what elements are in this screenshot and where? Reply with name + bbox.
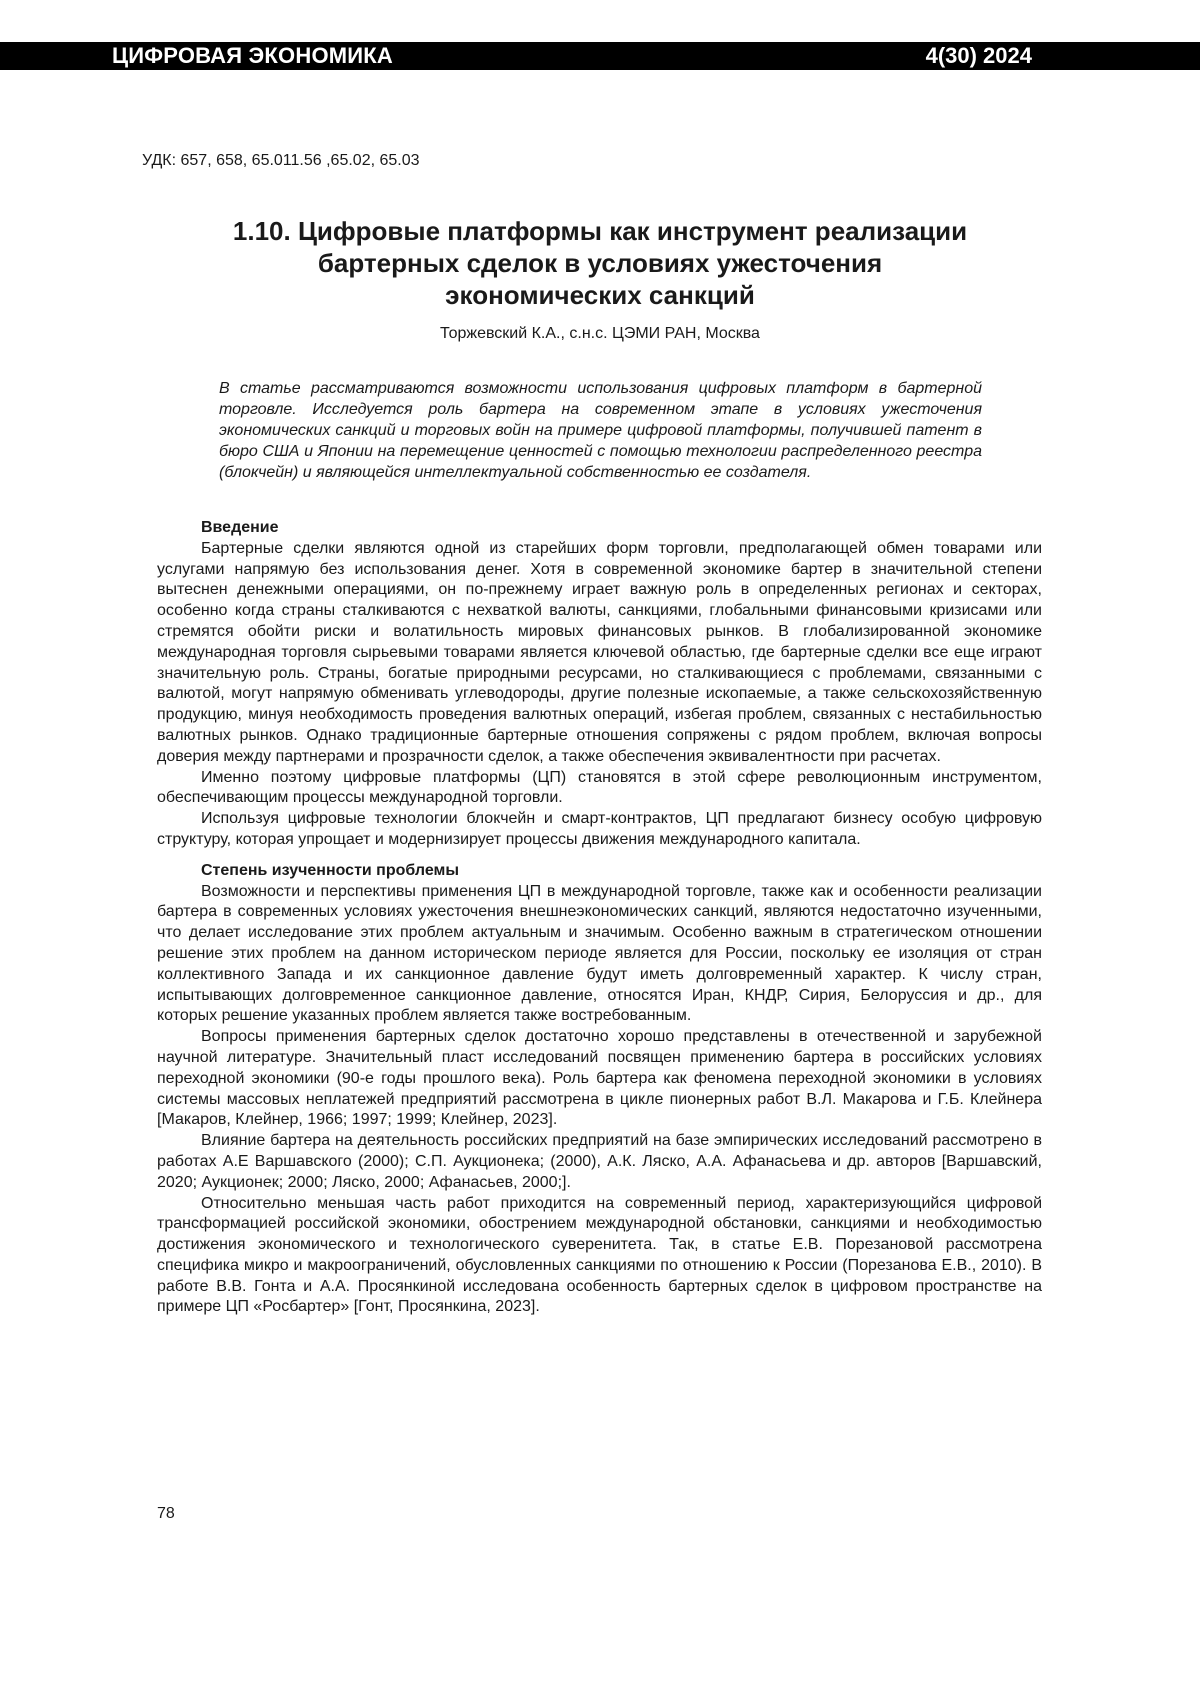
section-spacer bbox=[157, 851, 1042, 861]
journal-name: ЦИФРОВАЯ ЭКОНОМИКА bbox=[112, 42, 393, 70]
section-heading-intro: Введение bbox=[157, 518, 1042, 539]
article-body bbox=[157, 518, 1042, 1318]
section-heading-study: Степень изученности проблемы bbox=[157, 861, 1042, 882]
author-affiliation: Торжевский К.А., с.н.с. ЦЭМИ РАН, Москва bbox=[140, 325, 1060, 343]
paragraph: Именно поэтому цифровые платформы (ЦП) становятся в этой сфере революционным инструментом, обеспечивающим процессы международной торговли. bbox=[157, 768, 1042, 810]
paragraph: Используя цифровые технологии блокчейн и смарт-контрактов, ЦП предлагают бизнесу особую цифровую структуру, которая упрощает и модернизирует процессы движения международного капитала. bbox=[157, 809, 1042, 851]
udk-code: УДК: 657, 658, 65.011.56 ,65.02, 65.03 bbox=[142, 152, 420, 170]
journal-header-bar bbox=[0, 42, 1200, 70]
paragraph: Вопросы применения бартерных сделок достаточно хорошо представлены в отечественной и зарубежной научной литературе. Значительный пласт исследований посвящен применению бартера в российских условиях переходной экономики (90-е годы прошлого века). Роль бартера как феномена переходной экономики в условиях системы массовых неплатежей предприятий рассмотрена в цикле пионерных работ В.Л. Макарова и Г.Б. Клейнера [Макаров, Клейнер, 1966; 1997; 1999; Клейнер, 2023]. bbox=[157, 1027, 1042, 1131]
title-line-2: бартерных сделок в условиях ужесточения bbox=[140, 247, 1060, 279]
title-line-3: экономических санкций bbox=[140, 279, 1060, 311]
abstract: В статье рассматриваются возможности использования цифровых платформ в бартерной торговле. Исследуется роль бартера на современном этапе в условиях ужесточения экономических санкций и торговых войн на примере цифровой платформы, получившей патент в бюро США и Японии на перемещение ценностей с помощью технологии распределенного реестра (блокчейн) и являющейся интеллектуальной собственностью ее создателя. bbox=[219, 378, 982, 483]
title-line-1: 1.10. Цифровые платформы как инструмент реализации bbox=[140, 215, 1060, 247]
journal-issue: 4(30) 2024 bbox=[926, 42, 1032, 70]
paragraph: Относительно меньшая часть работ приходится на современный период, характеризующийся цифровой трансформацией российской экономики, обострением международной обстановки, санкциями и необходимостью достижения экономического и технологического суверенитета. Так, в статье Е.В. Порезановой рассмотрена специфика микро и макроограничений, обусловленных санкциями по отношению к России (Порезанова Е.В., 2010). В работе В.В. Гонта и А.А. Просянкиной исследована особенность бартерных сделок в цифровом пространстве на примере ЦП «Росбартер» [Гонт, Просянкина, 2023]. bbox=[157, 1194, 1042, 1319]
article-title bbox=[140, 215, 1060, 311]
page-number: 78 bbox=[157, 1505, 175, 1523]
paragraph: Влияние бартера на деятельность российских предприятий на базе эмпирических исследований рассмотрено в работах А.Е Варшавского (2000); С.П. Аукционека; (2000), А.К. Ляско, А.А. Афанасьева и др. авторов [Варшавский, 2020; Аукционек; 2000; Ляско, 2000; Афанасьев, 2000;]. bbox=[157, 1131, 1042, 1193]
paragraph: Бартерные сделки являются одной из старейших форм торговли, предполагающей обмен товарами или услугами напрямую без использования денег. Хотя в современной экономике бартер в значительной степени вытеснен денежными операциями, он по-прежнему играет важную роль в определенных регионах и секторах, особенно когда страны сталкиваются с нехваткой валюты, санкциями, глобальными финансовыми кризисами или стремятся обойти риски и волатильность мировых финансовых рынков. В глобализированной экономике международная торговля сырьевыми товарами является ключевой областью, где бартерные сделки все еще играют значительную роль. Страны, богатые природными ресурсами, но сталкивающиеся с проблемами, связанными с валютой, могут напрямую обменивать углеводороды, другие полезные ископаемые, а также сельскохозяйственную продукцию, минуя необходимость проведения валютных операций, избегая проблем, связанных с нестабильностью валютных рынков. Однако традиционные бартерные отношения сопряжены с рядом проблем, включая вопросы доверия между партнерами и прозрачности сделок, а также обеспечения эквивалентности при расчетах. bbox=[157, 539, 1042, 768]
paragraph: Возможности и перспективы применения ЦП в международной торговле, также как и особенности реализации бартера в современных условиях ужесточения внешнеэкономических санкций, являются недостаточно изученными, что делает исследование этих проблем актуальным и значимым. Особенно важным в стратегическом отношении решение этих проблем на данном историческом периоде является для России, поскольку ее изоляция от стран коллективного Запада и их санкционное давление будут иметь долговременный характер. К числу стран, испытывающих долговременное санкционное давление, относятся Иран, КНДР, Сирия, Белоруссия и др., для которых решение указанных проблем является также востребованным. bbox=[157, 882, 1042, 1028]
